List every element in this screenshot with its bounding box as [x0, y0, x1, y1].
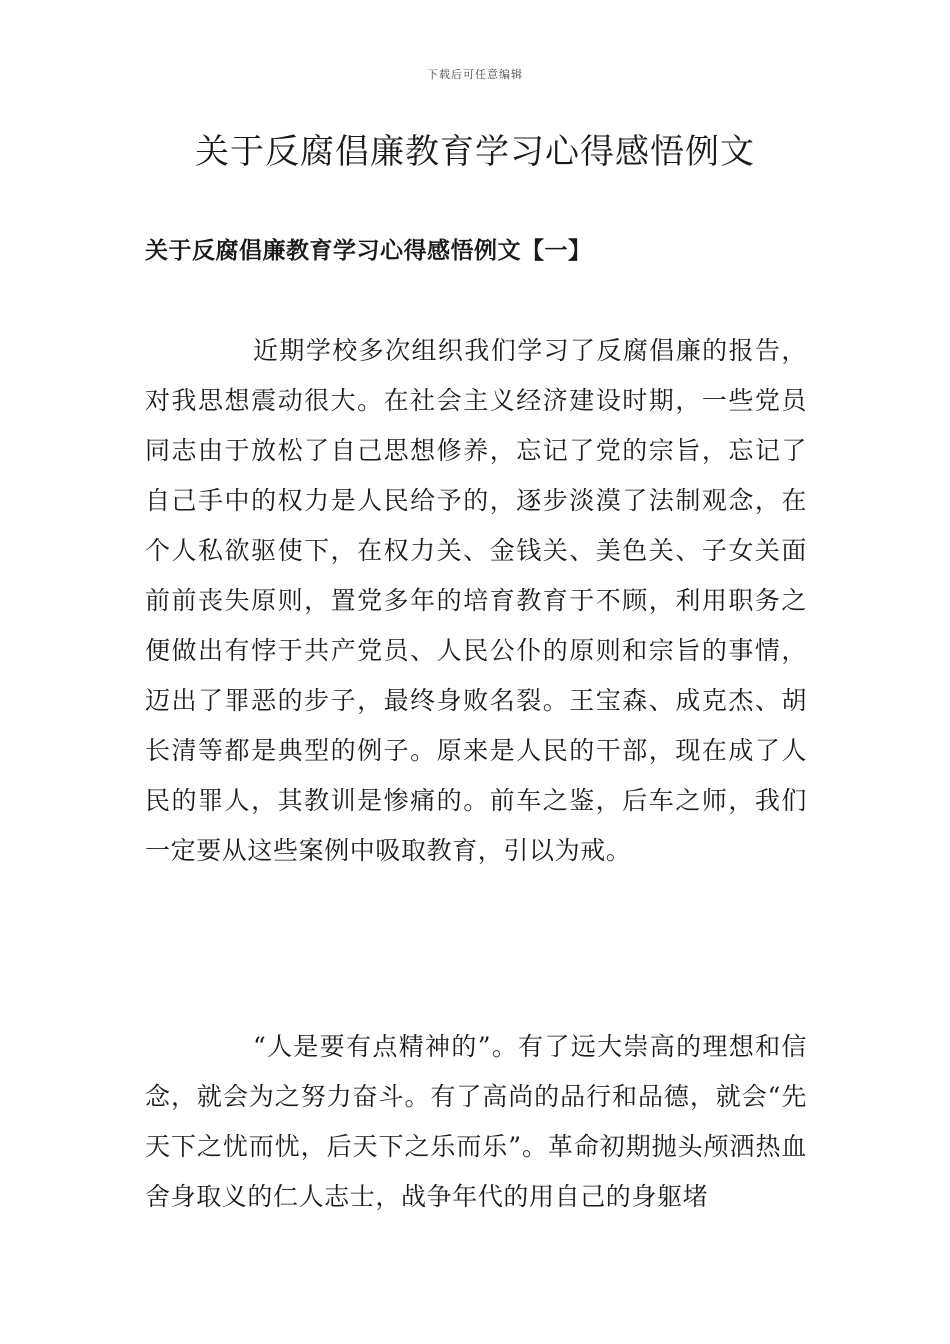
- body-paragraph-2: “人是要有点精神的”。有了远大崇高的理想和信念，就会为之努力奋斗。有了高尚的品行和品德，就会“先天下之忧而忧，后天下之乐而乐”。革命初期抛头颅洒热血舍身取义的仁人志士，战争年代的用自己的身躯堵: [145, 1032, 807, 1211]
- document-title: 关于反腐倡廉教育学习心得感悟例文: [195, 132, 755, 172]
- body-paragraph-1: 近期学校多次组织我们学习了反腐倡廉的报告，对我思想震动很大。在社会主义经济建设时期，一些党员同志由于放松了自己思想修养，忘记了党的宗旨，忘记了自己手中的权力是人民给予的，逐步淡漠了法制观念，在个人私欲驱使下，在权力关、金钱关、美色关、子女关面前前丧失原则，置党多年的培育教育于不顾，利用职务之便做出有悖于共产党员、人民公仆的原则和宗旨的事情，迈出了罪恶的步子，最终身败名裂。王宝森、成克杰、胡长清等都是典型的例子。原来是人民的干部，现在成了人民的罪人，其教训是惨痛的。前车之鉴，后车之师，我们一定要从这些案例中吸取教育，引以为戒。: [145, 336, 807, 865]
- section-heading: 关于反腐倡廉教育学习心得感悟例文【一】: [145, 237, 592, 264]
- header-note: 下载后可任意编辑: [427, 68, 523, 81]
